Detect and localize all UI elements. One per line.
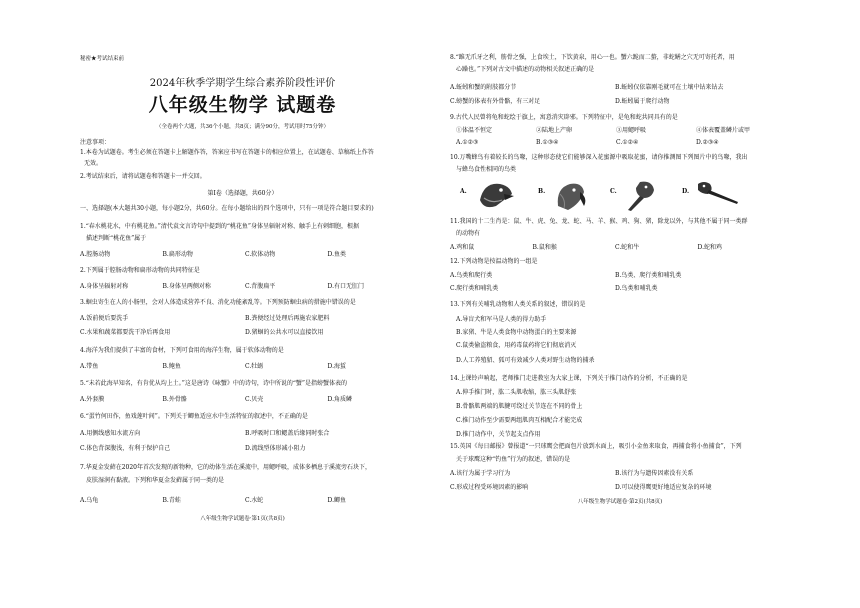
question-4: 4.海洋为我们提供了丰富的食材，下列可食用的海洋生物，属于软体动物的是 <box>80 347 284 354</box>
question-3-options-row2 <box>80 329 410 336</box>
bird-label-a: A. <box>460 188 467 195</box>
option: A.身体呈辐射对称 <box>80 283 129 290</box>
option: A.①②③ <box>456 139 479 146</box>
notes-heading: 注意事项： <box>80 139 111 146</box>
option: B.鲍鱼 <box>162 363 181 370</box>
option: C.螃蟹的体表有外骨骼，有三对足 <box>450 98 541 105</box>
question-12: 12.下列动物是按温动物的一组是 <box>450 258 538 265</box>
statement: ①体温不恒定 <box>456 127 493 134</box>
option: A.饭前便后要洗手 <box>80 315 129 322</box>
section-one-heading: 一、选择题(本大题共30小题，每小题2分，共60分。在每小题给出的四个选项中，只有一项是符合题目要求的) <box>80 205 374 212</box>
page-footer: 八年级生物学试题卷·第1页(共8页) <box>200 516 285 522</box>
question-8-options-row2 <box>450 98 780 105</box>
question-1-options <box>80 251 410 258</box>
option: D.可以使得鹰更好地适应复杂的环境 <box>615 484 712 491</box>
option: D.猪蛔的公共水可以直接饮用 <box>245 329 324 336</box>
option: B.①③④ <box>536 139 559 146</box>
bird-head-c-image <box>622 178 664 212</box>
option: C.软体动物 <box>245 251 276 258</box>
question-3: 3.蛔虫寄生在人的小肠里，会对人体造成营养不良、消化功能紊乱等。下列预防蛔虫病的措施中错误的是 <box>80 299 356 306</box>
bird-head-a-image <box>474 178 516 212</box>
option: A.该行为属于学习行为 <box>450 470 511 477</box>
option: B.青蛙 <box>162 497 181 504</box>
option: B.鸟类、爬行类和哺乳类 <box>615 272 682 279</box>
bird-label-b: B. <box>538 188 546 195</box>
option: B.粪便经过处理后再施农家肥料 <box>245 315 330 322</box>
option: A.腔肠动物 <box>80 251 111 258</box>
bird-label-c: C. <box>610 188 617 195</box>
option: D.蛇和鸡 <box>697 244 723 251</box>
question-4-options <box>80 363 410 370</box>
left-page <box>70 0 415 608</box>
question-14: 14.上课铃声响起，老师推门走进教室为大家上课，下列关于推门动作的分析，不正确的是 <box>450 375 688 382</box>
option: C.蛇和牛 <box>615 244 640 251</box>
bird-label-d: D. <box>682 188 690 195</box>
option: C.爬行类和哺乳类 <box>450 285 499 292</box>
option: B.鼠和猴 <box>532 244 557 251</box>
question-8-cont: 心躁也。”下列对古文中描述的动物相关叙述正确的是 <box>456 66 595 73</box>
question-14-option-a: A.伸手推门时，肱二头肌收缩，肱三头肌舒张 <box>456 389 577 396</box>
option: A.乌龟 <box>80 497 99 504</box>
question-15-options-row2 <box>450 484 780 491</box>
question-1: 1.“春水桃花水，中有桃花鱼。”清代袁文言诗句中提到的“桃花鱼”身体呈辐射对称、触手上有刺细胞，根据 <box>80 223 359 230</box>
question-6: 6.“蛋竹何田作，鱼戏莲叶间”。下列关于鲫鱼适应水中生活特征的叙述中，不正确的是 <box>80 413 308 420</box>
option: D.鲫鱼 <box>327 497 347 504</box>
note-1: 1.本卷为试题卷。考生必须在答题卡上解题作答，答案应书写在答题卡的相应位置上，在试题卷、草稿纸上作答 <box>80 149 374 156</box>
statement: ②陆地上产卵 <box>536 127 573 134</box>
option: B.该行为与遗传因素没有关系 <box>615 470 694 477</box>
option: B.身体呈两侧对称 <box>162 283 211 290</box>
question-12-options-row1 <box>450 272 780 279</box>
option: D.蚯蚓属于爬行动物 <box>615 98 670 105</box>
option: C.水蛇 <box>245 497 264 504</box>
note-1-cont: 无效。 <box>84 160 103 167</box>
question-13-option-c: C.鼠类偷盗粮食，用药毒鼠药将它们彻底消灭 <box>456 342 577 349</box>
question-5: 5.“未若此海早知名，有肯优从均上土。”这是唐诗《咏蟹》中的诗句，诗中所说的“蟹”是指螃蟹体表的 <box>80 380 347 387</box>
option: C.贝壳 <box>245 396 264 403</box>
option: A.外套膜 <box>80 396 105 403</box>
question-6-options-row2 <box>80 445 410 452</box>
option: A.鸡和鼠 <box>450 244 475 251</box>
question-14-option-c: C.推门动作至少需要两组肌肉互相配合才能完成 <box>456 417 583 424</box>
option: D.鱼类 <box>327 251 347 258</box>
question-15-options-row1 <box>450 470 780 477</box>
question-9-statements <box>456 127 776 134</box>
option: D.②③④ <box>696 139 719 146</box>
question-10: 10.万嘴蜂鸟有着较长的鸟喙，这种形态使它们能够深入花蜜源中吸取花蜜，请你推测图下列图片中的鸟喙，我出 <box>450 154 748 161</box>
option: A.鸟类和爬行类 <box>450 272 493 279</box>
bird-head-d-image <box>694 178 744 212</box>
question-13-option-b: B.家猪、牛是人类食物中动物蛋白的主要来源 <box>456 329 577 336</box>
option: C.牡蛎 <box>245 363 264 370</box>
question-11: 11.我国的十二生肖是：鼠、牛、虎、兔、龙、蛇、马、羊、猴、鸡、狗、猪，除龙以外，与其他不属于同一类群 <box>450 218 748 225</box>
question-9-options <box>456 139 776 146</box>
exam-info: （全卷两个大题，共36个小题，共8页；满分90分，考试用时75分钟） <box>156 124 329 130</box>
question-14-option-d: D.推门动作中，关节起支点作用 <box>456 431 541 438</box>
option: D.鸟类和哺乳类 <box>615 285 658 292</box>
question-9: 9.古代人民曾将龟和蛇绘于旗上，寓意消灾辟邪。下列特征中，是龟和蛇共同具有的是 <box>450 114 678 121</box>
option: D.海蜇 <box>327 363 347 370</box>
option: A.带鱼 <box>80 363 99 370</box>
option: B.扁形动物 <box>162 251 193 258</box>
exam-title: 八年级生物学 试题卷 <box>148 94 337 116</box>
question-7-options <box>80 497 410 504</box>
option: D.流线型体形减小阻力 <box>245 445 306 452</box>
bird-beak-figure <box>460 178 760 214</box>
question-11-cont: 的动物有 <box>456 230 481 237</box>
option: C.形成过程受环境因素的影响 <box>450 484 529 491</box>
question-2-options <box>80 283 410 290</box>
option: C.①②④ <box>616 139 639 146</box>
question-7-cont: 皮肤湿润有黏液。下列和华夏金发藓属于同一类的是 <box>86 477 225 484</box>
option: A.蚯蚓和蟹的附肢都分节 <box>450 84 517 91</box>
page-footer: 八年级生物学试题卷·第2页(共8页) <box>577 499 663 505</box>
question-8-options-row1 <box>450 84 780 91</box>
question-13-option-a: A.导盲犬和军马是人类的得力助手 <box>456 316 547 323</box>
question-11-options <box>450 244 780 251</box>
question-12-options-row2 <box>450 285 780 292</box>
statement: ④体表覆盖鳞片或甲 <box>696 127 751 134</box>
option: C.背腹扁平 <box>245 283 276 290</box>
statement: ③用鳃呼吸 <box>616 127 647 134</box>
option: B.呼吸时口和鳃盖后缘同时张合 <box>245 430 330 437</box>
question-13: 13.下列有关哺乳动物和人类关系的叙述，错误的是 <box>450 301 586 308</box>
right-page <box>450 0 790 608</box>
question-5-options <box>80 396 410 403</box>
part-one-heading: 第Ⅰ卷（选择题，共60分） <box>207 190 278 197</box>
question-8: 8.“雎无爪牙之利，筋骨之强，上食埃土，下饮黄泉，用心一也。蟹六跪而二螯，非蛇鳝之穴无可寄托者，用 <box>450 54 735 61</box>
option: B.蚯蚓仅依靠刚毛就可在土壤中钻来钻去 <box>615 84 724 91</box>
question-3-options-row1 <box>80 315 410 322</box>
confidential-mark: 秘密★考试结束前 <box>80 56 125 62</box>
question-7: 7.华夏金发藓在2020年首次发现的新物种，它的幼体生活在溪流中，用鳃呼吸，成体多栖息于溪流旁石块下， <box>80 464 371 471</box>
option: A.用侧线感知水流方向 <box>80 430 141 437</box>
bird-head-b-image <box>550 178 590 212</box>
exam-subtitle: 2024年秋季学期学生综合素养阶段性评价 <box>149 78 336 89</box>
question-15-cont: 关于球鹰这种“钓鱼”行为的叙述，错误的是 <box>456 456 571 463</box>
note-2: 2.考试结束后，请将试题卷和答题卡一并交回。 <box>80 173 206 180</box>
question-13-option-d: D.人工养殖貂、狐可有效减少人类对野生动物的捕杀 <box>456 357 595 364</box>
question-1-cont: 描述判断“桃花鱼”属于 <box>86 235 147 242</box>
question-2: 2.下列属于腔肠动物和扁形动物的共同特征是 <box>80 267 200 274</box>
option: D.角质鳞 <box>327 396 353 403</box>
question-14-option-b: B.骨骼肌两端的肌腱可绕过关节连在不同的骨上 <box>456 403 583 410</box>
question-10-cont: 与蜂鸟食性相同的鸟类 <box>456 166 517 173</box>
question-15: 15.英国《每日邮报》曾报道“一只球鹰会把面包片放到水面上，吸引小金鱼来取食，再捕食将小鱼捕食”，下列 <box>450 443 742 450</box>
option: C.水果和蔬菜都要洗干净后再食用 <box>80 329 171 336</box>
option: D.有口无肛门 <box>327 283 365 290</box>
option: B.外骨骼 <box>162 396 187 403</box>
option: C.体色背深腹浅，有利于保护自己 <box>80 445 171 452</box>
question-6-options-row1 <box>80 430 410 437</box>
